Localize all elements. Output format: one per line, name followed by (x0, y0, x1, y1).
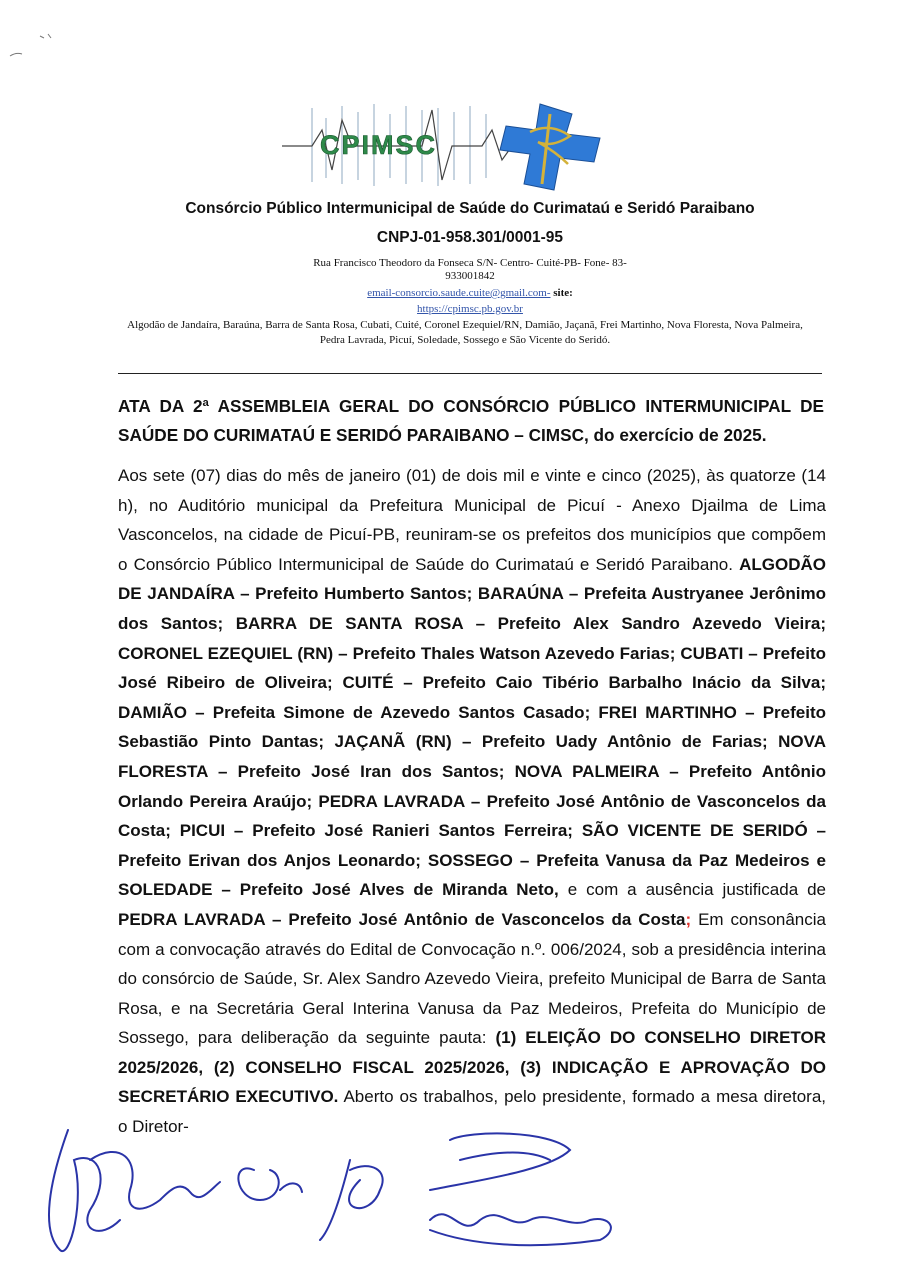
contact-line (0, 287, 900, 300)
member-municipalities: Algodão de Jandaíra, Baraúna, Barra de Santa Rosa, Cubati, Cuité, Coronel Ezequiel/RN, Damião, Jaçanã, Frei Martinho, Nova Floresta, Nova Palmeira, Pedra Lavrada, Picuí, Soledade, Sossego e São Vicente do Seridó. (127, 319, 803, 346)
absence-text: e com a ausência justificada de (567, 880, 827, 900)
address-line-2: 933001842 (445, 270, 495, 282)
signature-5 (430, 1133, 570, 1190)
intro-paragraph: Aos sete (07) dias do mês de janeiro (01) de dois mil e vinte e cinco (2025), às quatorze (14 h), no Auditório municipal da Prefeitura Municipal de Picuí - Anexo Djailma de Lima Vasconcelos, na cidade de Picuí-PB, reuniram-se os prefeitos dos municípios que compõem o Consórcio Público Intermunicipal de Saúde do Curimataú e Seridó Paraibano. (118, 466, 826, 574)
site-label: site: (553, 287, 573, 299)
red-semicolon: ; (685, 909, 692, 929)
cpimsc-logo (282, 100, 612, 192)
address-line-1: Rua Francisco Theodoro da Fonseca S/N- Centro- Cuité-PB- Fone- 83- (313, 257, 627, 269)
document-title: ATA DA 2ª ASSEMBLEIA GERAL DO CONSÓRCIO PÚBLICO INTERMUNICIPAL DE SAÚDE DO CURIMATAÚ E SERIDÓ PARAIBANO – CIMSC, do exercício de 2025. (118, 396, 824, 445)
minutes-body (118, 461, 826, 1142)
mayors-list: ALGODÃO DE JANDAÍRA – Prefeito Humberto Santos; BARAÚNA – Prefeita Austryanee Jerônimo dos Santos; BARRA DE SANTA ROSA – Prefeito Alex Sandro Azevedo Vieira; CORONEL EZEQUIEL (RN) – Prefeito Thales Watson Azevedo Farias; CUBATI – Prefeito José Ribeiro de Oliveira; CUITÉ – Prefeito Caio Tibério Barbalho Inácio da Silva; DAMIÃO – Prefeita Simone de Azevedo Santos Casado; FREI MARTINHO – Prefeito Sebastião Pinto Dantas; JAÇANÃ (RN) – Prefeito Uady Antônio de Farias; NOVA FLORESTA – Prefeito José Iran dos Santos; NOVA PALMEIRA – Prefeito Antônio Orlando Pereira Araújo; PEDRA LAVRADA – Prefeito José Antônio de Vasconcelos da Costa; PICUI – Prefeito José Ranieri Santos Ferreira; SÃO VICENTE DE SERIDÓ – Prefeito Erivan dos Anjos Leonardo; SOSSEGO – Prefeita Vanusa da Paz Medeiros e SOLEDADE – Prefeito José Alves de Miranda Neto, (118, 554, 826, 900)
closing-text: Aberto os trabalhos, pelo presidente, formado a mesa diretora, o Diretor- (118, 1087, 826, 1137)
signature-4 (320, 1160, 383, 1240)
agenda-items: (1) ELEIÇÃO DO CONSELHO DIRETOR 2025/2026, (2) CONSELHO FISCAL 2025/2026, (3) INDICAÇÃO E APROVAÇÃO DO SECRETÁRIO EXECUTIVO. (118, 1028, 826, 1107)
email-link[interactable]: email-consorcio.saude.cuite@gmail.com- (367, 287, 551, 299)
signature-6 (430, 1214, 611, 1245)
scan-mark (4, 28, 64, 68)
absent-mayor: PEDRA LAVRADA – Prefeito José Antônio de Vasconcelos da Costa (118, 909, 686, 929)
cnpj: CNPJ-01-958.301/0001-95 (376, 229, 564, 246)
signature-1 (49, 1130, 120, 1251)
site-link[interactable]: https://cpimsc.pb.gov.br (417, 303, 523, 315)
site-line (0, 303, 900, 316)
organization-name: Consórcio Público Intermunicipal de Saúde do Curimataú e Seridó Paraibano (185, 200, 755, 217)
signatures (30, 1120, 650, 1270)
signature-3 (238, 1168, 302, 1200)
convocation-text: Em consonância com a convocação através do Edital de Convocação n.º. 006/2024, sob a presidência interina do consórcio de Saúde, Sr. Alex Sandro Azevedo Vieira, prefeito Municipal de Barra de Santa Rosa, e na Secretária Geral Interina Vanusa da Paz Medeiros, Prefeita do Município de Sossego, para deliberação da seguinte pauta: (118, 909, 826, 1048)
signature-2 (90, 1152, 220, 1209)
logo-text: CPIMSC (320, 130, 438, 160)
header-divider (118, 373, 822, 374)
